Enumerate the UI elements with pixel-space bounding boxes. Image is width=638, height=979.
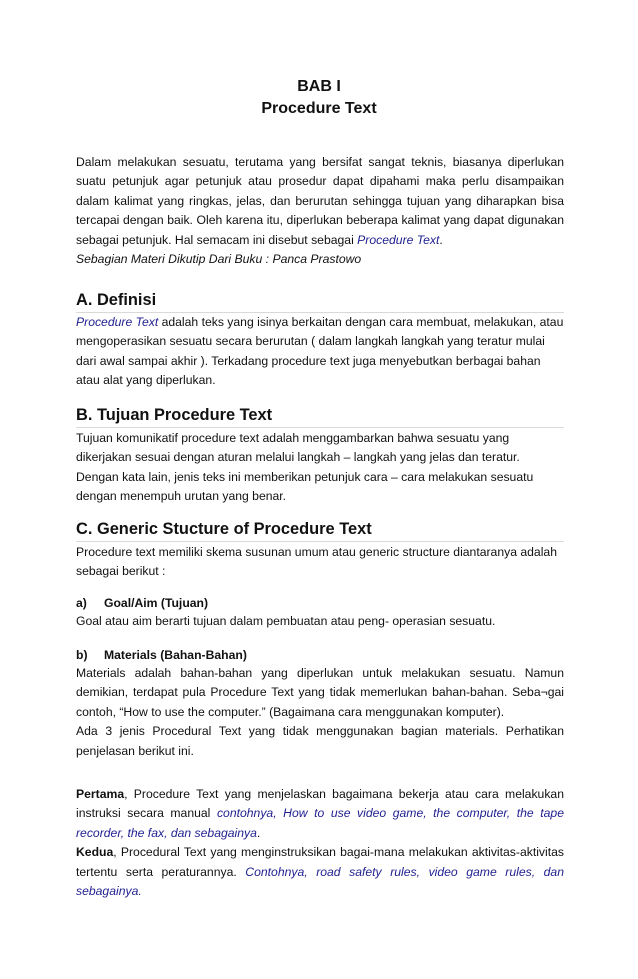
definisi-paragraph — [76, 313, 564, 391]
goal-title: Goal/Aim (Tujuan) — [104, 596, 209, 610]
goal-label: a) — [76, 596, 87, 610]
materials-paragraph — [76, 664, 564, 761]
pertama-end: . — [256, 825, 261, 840]
section-heading-generic-structure: C. Generic Stucture of Procedure Text — [76, 519, 564, 542]
chapter-label: BAB I — [297, 78, 341, 95]
section-heading-definisi: A. Definisi — [76, 290, 564, 313]
materials-title: Materials (Bahan-Bahan) — [104, 648, 247, 662]
pertama-kedua-paragraph — [76, 785, 564, 901]
intro-text: Dalam melakukan sesuatu, terutama yang bersifat sangat teknis, biasanya diperlukan suatu petunjuk agar petunjuk atau prosedur dapat dipahami maka perlu disampaikan dalam kalimat yang ringkas, jelas, dan berurutan sehingga tujuan yang diharapkan bisa tercapai dengan baik. Oleh karena itu, diperlukan beberapa kalimat yang dapat digunakan sebagai petunjuk. Hal semacam ini disebut sebagai — [76, 155, 564, 247]
pertama-label: Pertama — [76, 787, 125, 801]
page-title: Procedure Text — [261, 100, 377, 117]
intro-source: Sebagian Materi Dikutip Dari Buku : Panca Prastowo — [76, 252, 362, 267]
materials-text-2: Ada 3 jenis Procedural Text yang tidak menggunakan bagian materials. Perhatikan penjelasan berikut ini. — [76, 724, 564, 758]
pertama-examples: contohnya, How to use video game, the computer, the tape recorder, the fax, dan sebagainya — [76, 806, 564, 840]
intro-term: Procedure Text — [357, 232, 440, 247]
section-heading-tujuan: B. Tujuan Procedure Text — [76, 405, 564, 428]
materials-heading — [76, 646, 247, 665]
kedua-label: Kedua — [76, 845, 114, 860]
materials-label: b) — [76, 648, 88, 662]
definisi-text: adalah teks yang isinya berkaitan dengan cara membuat, melakukan, atau mengoperasikan sesuatu secara berurutan ( dalam langkah langkah yang teratur mulai dari awal sampai akhir ). Terkadang procedure text juga menyebutkan berbagai bahan atau alat yang diperlukan. — [76, 315, 564, 388]
tujuan-paragraph: Tujuan komunikatif procedure text adalah menggambarkan bahwa sesuatu yang dikerjakan sesuai dengan aturan melalui langkah – langkah yang jelas dan teratur. Dengan kata lain, jenis teks ini memberikan petunjuk cara – cara melakukan sesuatu dengan menempuh urutan yang benar. — [76, 431, 534, 504]
kedua-text: , Procedural Text yang menginstruksikan bagai-mana melakukan aktivitas-aktivitas tertentu serta peraturannya. — [76, 845, 564, 879]
kedua-examples: Contohnya, road safety rules, video game rules, dan sebagainya. — [76, 864, 564, 899]
goal-paragraph: Goal atau aim berarti tujuan dalam pembuatan atau peng- operasian sesuatu. — [76, 614, 496, 628]
pertama-text: , Procedure Text yang menjelaskan bagaimana bekerja atau cara melakukan instruksi secara manual — [76, 787, 564, 821]
intro-paragraph — [76, 153, 564, 269]
goal-heading — [76, 594, 208, 613]
generic-paragraph: Procedure text memiliki skema susunan umum atau generic structure diantaranya adalah sebagai berikut : — [76, 545, 557, 579]
materials-text: Materials adalah bahan-bahan yang diperlukan untuk melakukan sesuatu. Namun demikian, terdapat pula Procedure Text yang tidak memerlukan bahan-bahan. Seba¬gai contoh, “How to use the computer.” (Bagaimana cara menggunakan komputer). — [76, 666, 564, 719]
definisi-term: Procedure Text — [76, 315, 159, 329]
intro-end: . — [439, 232, 443, 247]
